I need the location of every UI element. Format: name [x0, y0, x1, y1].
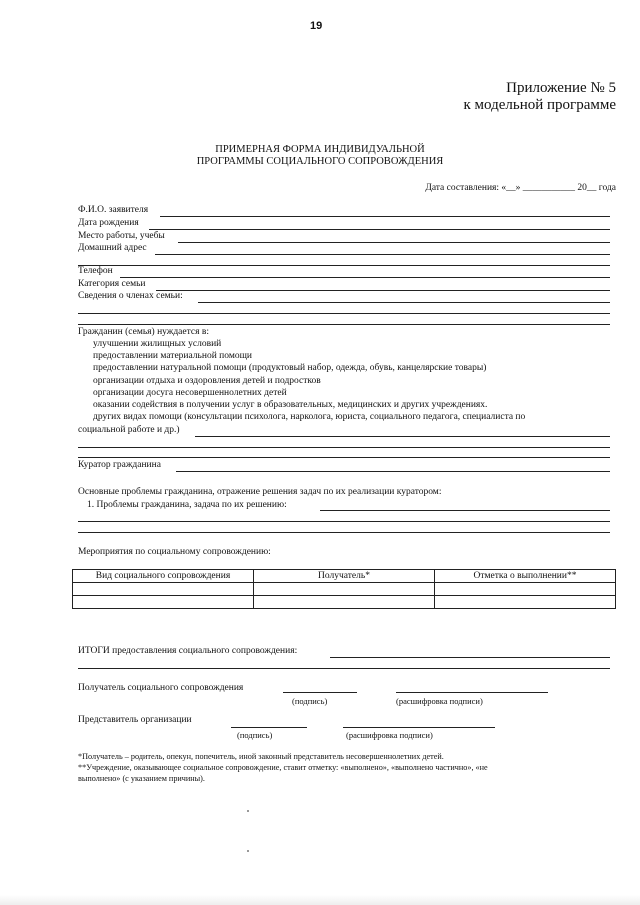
needs-item: улучшении жилищных условий	[93, 339, 222, 349]
family-category-label: Категория семьи	[78, 279, 146, 289]
phone-label: Телефон	[78, 266, 113, 276]
recipient-sign-line	[283, 692, 357, 693]
col-header-kind: Вид социального сопровождения	[73, 570, 254, 583]
page-number: 19	[310, 20, 323, 32]
footnote-2b: выполнено» (с указанием причины).	[78, 774, 205, 783]
address-line-2	[78, 265, 610, 266]
needs-other-line2: социальной работе и др.)	[78, 425, 180, 435]
results-line	[330, 657, 610, 658]
phone-line	[120, 277, 610, 278]
col-header-mark: Отметка о выполнении**	[435, 570, 616, 583]
title-line1: ПРИМЕРНАЯ ФОРМА ИНДИВИДУАЛЬНОЙ	[215, 144, 425, 155]
scan-edge	[0, 895, 640, 905]
table-cell	[73, 583, 254, 596]
needs-item: организации досуга несовершеннолетних детей	[93, 388, 287, 398]
problems-line	[320, 510, 610, 511]
curator-line	[176, 471, 610, 472]
table-header-row	[73, 570, 616, 583]
table-cell	[254, 583, 435, 596]
representative-sign-line	[231, 727, 307, 728]
table-row	[73, 583, 616, 596]
appendix-line2: к модельной программе	[463, 97, 616, 113]
appendix-line1: Приложение № 5	[506, 80, 616, 96]
work-line	[178, 242, 610, 243]
needs-item: предоставлении материальной помощи	[93, 351, 252, 361]
table-cell	[73, 596, 254, 609]
birth-label: Дата рождения	[78, 218, 139, 228]
table-row	[73, 596, 616, 609]
problems-blank-line	[78, 521, 610, 522]
problems-heading: Основные проблемы гражданина, отражение решения задач по их реализации куратором:	[78, 487, 442, 497]
recipient-label: Получатель социального сопровождения	[78, 683, 244, 693]
needs-blank-line	[78, 457, 610, 458]
table-cell	[435, 583, 616, 596]
footnote-2a: **Учреждение, оказывающее социальное сопровождение, ставит отметку: «выполнено», «выполнено частично», «не	[78, 763, 488, 772]
family-members-line-3	[78, 324, 610, 325]
results-blank-line	[78, 668, 610, 669]
needs-other-line1: другиx видах помощи (консультации психолога, нарколога, юриста, социального педагога, специалиста по	[93, 412, 526, 422]
needs-item: оказании содействия в получении услуг в образовательных, медицинских и других учреждениях.	[93, 400, 488, 410]
representative-decode-caption: (расшифровка подписи)	[346, 730, 433, 740]
col-header-recipient: Получатель*	[254, 570, 435, 583]
needs-blank-line	[78, 447, 610, 448]
recipient-decode-caption: (расшифровка подписи)	[396, 696, 483, 706]
problems-blank-line	[78, 532, 610, 533]
results-label: ИТОГИ предоставления социального сопровождения:	[78, 646, 298, 656]
problems-item1: 1. Проблемы гражданина, задача по их решению:	[87, 500, 287, 510]
measures-heading: Мероприятия по социальному сопровождению:	[78, 547, 271, 557]
needs-heading: Гражданин (семья) нуждается в:	[78, 327, 209, 337]
recipient-decode-line	[396, 692, 548, 693]
compiled-date: Дата составления: «__» ___________ 20__ года	[425, 183, 616, 193]
needs-other-line	[195, 436, 610, 437]
representative-sign-caption: (подпись)	[237, 730, 273, 740]
work-label: Место работы, учебы	[78, 231, 165, 241]
family-members-line-2	[78, 313, 610, 314]
fio-line	[160, 216, 610, 217]
footnote-1: *Получатель – родитель, опекун, попечитель, иной законный представитель несовершеннолетних детей.	[78, 752, 444, 761]
address-label: Домашний адрес	[78, 243, 147, 253]
family-category-line	[156, 290, 610, 291]
address-line	[155, 254, 610, 255]
measures-table	[72, 569, 616, 609]
representative-label: Представитель организации	[78, 715, 192, 725]
table-cell	[435, 596, 616, 609]
table-cell	[254, 596, 435, 609]
family-members-label: Сведения о членах семьи:	[78, 291, 183, 301]
recipient-sign-caption: (подпись)	[292, 696, 328, 706]
scan-speck	[247, 810, 249, 812]
needs-item: организации отдыха и оздоровления детей и подростков	[93, 376, 321, 386]
curator-label: Куратор гражданина	[78, 460, 161, 470]
fio-label: Ф.И.О. заявителя	[78, 205, 149, 215]
family-members-line	[198, 302, 610, 303]
title-line2: ПРОГРАММЫ СОЦИАЛЬНОГО СОПРОВОЖДЕНИЯ	[196, 156, 444, 167]
birth-line	[149, 229, 610, 230]
representative-decode-line	[343, 727, 495, 728]
scan-speck	[247, 850, 249, 852]
needs-item: предоставлении натуральной помощи (продуктовый набор, одежда, обувь, канцелярские товары)	[93, 363, 487, 373]
